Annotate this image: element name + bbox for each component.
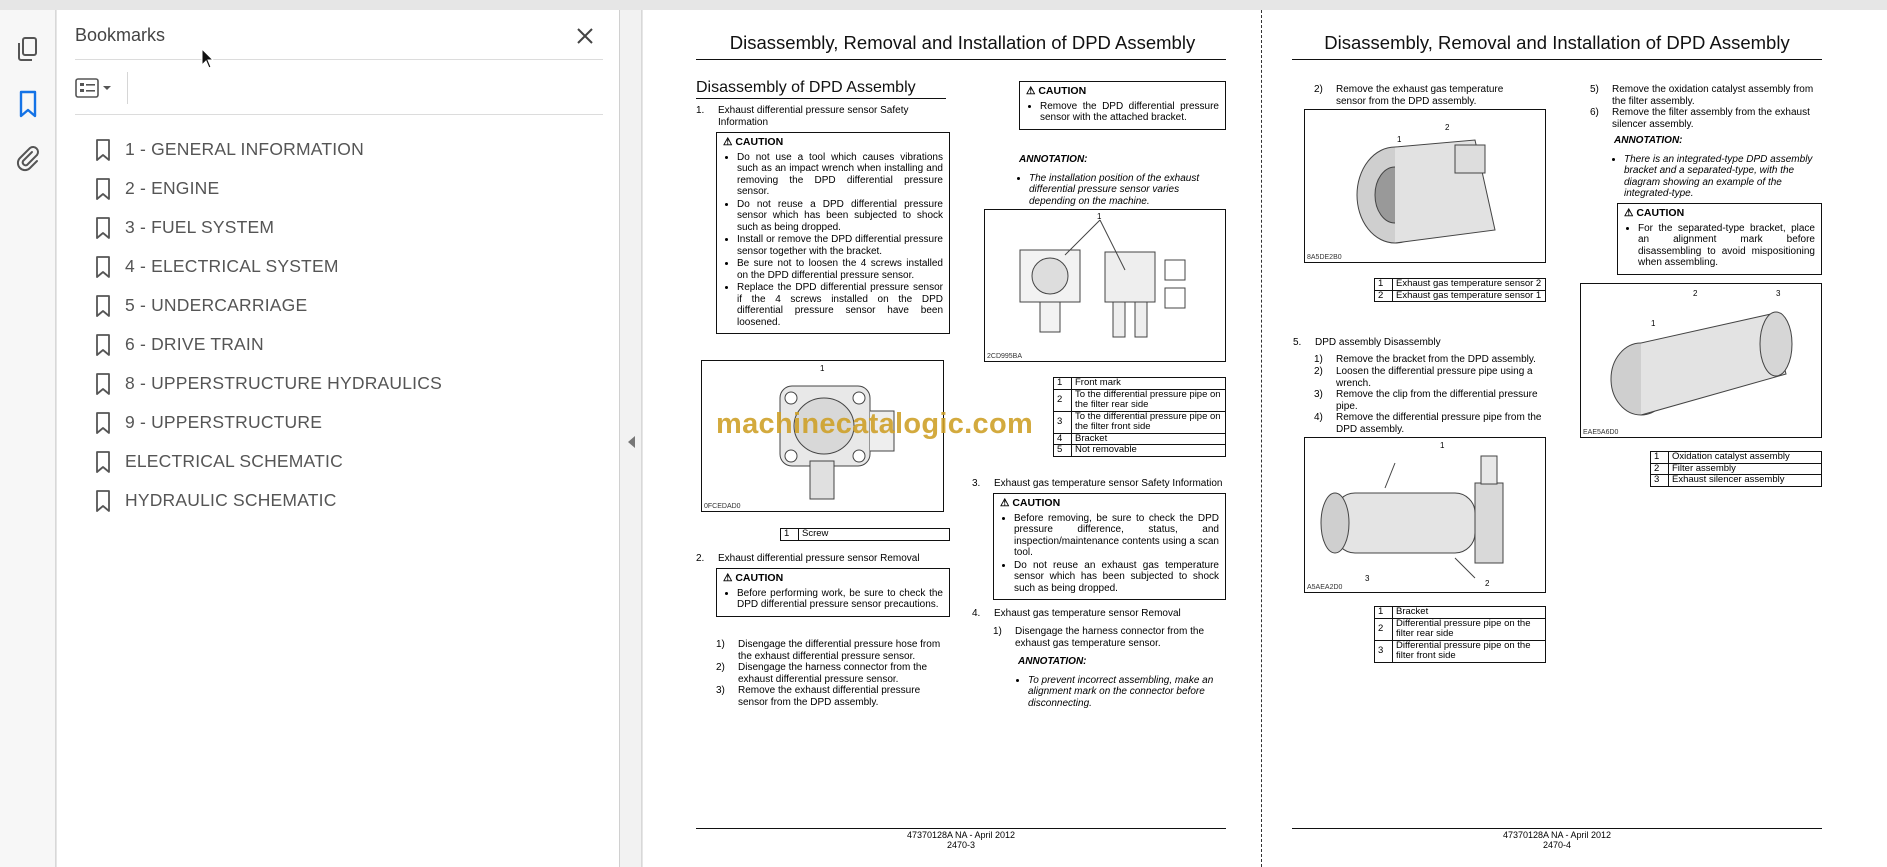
substep-5-1: 1) Remove the bracket from the DPD assembly.: [1314, 354, 1536, 365]
svg-text:3: 3: [1365, 574, 1370, 583]
svg-text:2: 2: [1485, 579, 1490, 588]
caution-item: • For the separated-type bracket, place an alignment mark before disassembling to avoid mispositioning when assembling.: [1638, 223, 1815, 269]
bookmark-icon: [95, 295, 111, 317]
close-icon[interactable]: [573, 24, 597, 48]
list-options-icon: [75, 77, 115, 99]
step-5: 5. DPD assembly Disassembly: [1293, 337, 1441, 348]
filter-illustration: [1581, 284, 1822, 438]
caution-box-2: [716, 568, 950, 617]
substep-5-3: 3) Remove the clip from the differential pressure pipe.: [1314, 389, 1538, 412]
annotation-1: ANNOTATION: • The installation position of the exhaust differential pressure sensor varies depending on the machine.: [1019, 154, 1226, 207]
step-4: 4. Exhaust gas temperature sensor Removal: [972, 608, 1181, 619]
substep-6: 6) Remove the filter assembly from the exhaust silencer assembly.: [1590, 107, 1810, 130]
annotation-3: ANNOTATION: • There is an integrated-type DPD assembly bracket and a separated-type, with the diagram showing an example of the integrated-type.: [1614, 135, 1822, 200]
bookmark-item-engine[interactable]: [95, 169, 442, 208]
bookmark-item-general-information[interactable]: [95, 130, 442, 169]
bookmark-item-electrical-schematic[interactable]: [95, 442, 442, 481]
caution-box-4: [993, 493, 1226, 600]
caution-box-1: [716, 132, 950, 334]
figure-legend: 1 Front mark 2 To the differential pressure pipe on the filter rear side 3 To the differential pressure pipe on the filter front side 4 Bracket 5 Not removable: [1053, 377, 1226, 457]
caution-item: • Do not reuse a DPD differential pressure sensor which has been subjected to shock such as being dropped.: [737, 199, 943, 234]
figure-code: 0FCEDAD0: [704, 503, 741, 510]
substep-5-2: 2) Loosen the differential pressure pipe using a wrench.: [1314, 366, 1533, 389]
bookmark-list: [95, 130, 442, 520]
dpd-illustration: [1305, 110, 1546, 263]
figure-dpd-assembly: [1304, 437, 1546, 593]
bookmark-label: ELECTRICAL SCHEMATIC: [125, 451, 343, 471]
bookmark-label: HYDRAULIC SCHEMATIC: [125, 490, 337, 510]
caution-header: ⚠ CAUTION: [1624, 207, 1685, 219]
divider: [75, 114, 603, 115]
caution-item: • Before removing, be sure to check the DPD pressure difference, status, and inspection/maintenance contents using a scan tool.: [1014, 513, 1219, 559]
page-thumbnails-icon[interactable]: [10, 32, 46, 68]
bookmark-icon: [95, 178, 111, 200]
caution-item: • Do not use a tool which causes vibrations such as an impact wrench when installing and removing the DPD differential pressure sensor.: [737, 152, 943, 198]
bookmark-icon: [95, 334, 111, 356]
section-rule: [696, 98, 946, 99]
substep-2-2: 2) Disengage the harness connector from the exhaust differential pressure sensor.: [716, 662, 927, 685]
svg-text:1: 1: [1397, 135, 1402, 144]
bookmark-item-electrical-system[interactable]: [95, 247, 442, 286]
caution-item: • Before performing work, be sure to check the DPD differential pressure sensor precautions.: [737, 588, 943, 611]
substep-2: 2) Remove the exhaust gas temperature sensor from the DPD assembly.: [1314, 84, 1504, 107]
bookmark-label: 5 - UNDERCARRIAGE: [125, 295, 308, 315]
bookmark-icon: [95, 490, 111, 512]
bookmarks-panel: [57, 10, 620, 867]
footer-right: 47370128A NA - April 2012 2470-4: [1502, 830, 1612, 850]
caution-item: • Be sure not to loosen the 4 screws installed on the DPD differential pressure sensor.: [737, 258, 943, 281]
figure-legend: 1 Bracket 2 Differential pressure pipe on the filter rear side 3 Differential pressure pipe on the filter front side: [1374, 606, 1546, 663]
bookmark-icon: [95, 256, 111, 278]
figure-code: EAE5A6D0: [1583, 429, 1619, 436]
figure-filter-assemblies: [1580, 283, 1822, 438]
bookmark-label: 6 - DRIVE TRAIN: [125, 334, 264, 354]
substep-4-1: 1) Disengage the harness connector from the exhaust gas temperature sensor.: [993, 626, 1204, 649]
collapse-arrow-icon[interactable]: [627, 435, 636, 449]
svg-text:1: 1: [1440, 441, 1445, 450]
svg-text:2: 2: [1693, 289, 1698, 298]
caution-header: ⚠ CAUTION: [1000, 497, 1061, 509]
caution-item: • Install or remove the DPD differential pressure sensor together with the bracket.: [737, 234, 943, 257]
section-heading: Disassembly of DPD Assembly: [696, 79, 916, 96]
bookmark-label: 1 - GENERAL INFORMATION: [125, 139, 364, 159]
bracket-illustration: [985, 210, 1226, 362]
bookmark-icon: [95, 451, 111, 473]
bookmark-icon: [95, 373, 111, 395]
bookmark-label: 2 - ENGINE: [125, 178, 220, 198]
caution-header: ⚠ CAUTION: [723, 572, 784, 584]
figure-legend: 1 Exhaust gas temperature sensor 2 2 Exhaust gas temperature sensor 1: [1374, 278, 1546, 302]
footer-rule: [696, 828, 1226, 829]
bookmark-item-fuel-system[interactable]: [95, 208, 442, 247]
bookmark-icon: [95, 412, 111, 434]
caution-box-5: [1617, 203, 1822, 275]
divider: [127, 72, 128, 104]
bookmark-item-undercarriage[interactable]: [95, 286, 442, 325]
bookmark-options-button[interactable]: [75, 74, 119, 102]
svg-text:1: 1: [820, 364, 825, 373]
step-1: 1. Exhaust differential pressure sensor Safety Information: [696, 105, 909, 128]
step-2: 2. Exhaust differential pressure sensor Removal: [696, 553, 920, 564]
title-rule: [1292, 59, 1822, 60]
panel-title: Bookmarks: [75, 25, 166, 45]
bookmark-item-upperstructure-hydraulics[interactable]: [95, 364, 442, 403]
svg-text:1: 1: [1097, 212, 1102, 221]
footer-rule: [1292, 828, 1822, 829]
caution-item: • Remove the DPD differential pressure sensor with the attached bracket.: [1040, 101, 1219, 124]
attachment-icon[interactable]: [10, 140, 46, 176]
svg-text:2: 2: [1445, 123, 1450, 132]
page-divider: [1261, 10, 1262, 867]
figure-code: 8A5DE2B0: [1307, 254, 1342, 261]
bookmark-label: 4 - ELECTRICAL SYSTEM: [125, 256, 339, 276]
caution-item: • Replace the DPD differential pressure sensor if the 4 screws installed on the DPD differential pressure sensor have been loosened.: [737, 282, 943, 328]
svg-text:3: 3: [1776, 289, 1781, 298]
substep-5: 5) Remove the oxidation catalyst assembly from the filter assembly.: [1590, 84, 1814, 107]
caution-item: • Do not reuse an exhaust gas temperature sensor which has been subjected to shock such as being dropped.: [1014, 560, 1219, 595]
page-title-right: Disassembly, Removal and Installation of DPD Assembly: [1324, 32, 1790, 53]
bookmark-icon: [95, 139, 111, 161]
divider: [75, 59, 603, 60]
caution-header: ⚠ CAUTION: [1026, 85, 1087, 97]
figure-code: A5AEA2D0: [1307, 584, 1343, 591]
bookmark-label: 8 - UPPERSTRUCTURE HYDRAULICS: [125, 373, 442, 393]
substep-5-4: 4) Remove the differential pressure pipe from the DPD assembly.: [1314, 412, 1542, 435]
bookmark-label: 9 - UPPERSTRUCTURE: [125, 412, 323, 432]
mouse-cursor-icon: [201, 48, 215, 70]
svg-text:1: 1: [1651, 319, 1656, 328]
caution-box-3: [1019, 81, 1226, 130]
footer-left: 47370128A NA - April 2012 2470-3: [906, 830, 1016, 850]
panel-splitter[interactable]: [620, 10, 642, 867]
figure-sensor-bracket: [984, 209, 1226, 362]
figure-legend: 1 Oxidation catalyst assembly 2 Filter assembly 3 Exhaust silencer assembly: [1650, 451, 1822, 487]
annotation-2: ANNOTATION: • To prevent incorrect assembling, make an alignment mark on the connector before disconnecting.: [1018, 656, 1226, 709]
title-rule: [696, 59, 1226, 60]
bookmark-item-hydraulic-schematic[interactable]: [95, 481, 442, 520]
tool-rail: [0, 10, 56, 867]
step-3: 3. Exhaust gas temperature sensor Safety Information: [972, 478, 1223, 489]
bookmark-icon: [95, 217, 111, 239]
substep-2-3: 3) Remove the exhaust differential pressure sensor from the DPD assembly.: [716, 685, 921, 708]
bookmark-item-drive-train[interactable]: [95, 325, 442, 364]
assembly-illustration: [1305, 438, 1546, 593]
figure-temperature-sensors: [1304, 109, 1546, 263]
bookmark-icon[interactable]: [10, 86, 46, 122]
figure-legend: 1 Screw: [780, 528, 950, 541]
substep-2-1: 1) Disengage the differential pressure hose from the exhaust differential pressure sensor.: [716, 639, 941, 662]
page-title-left: Disassembly, Removal and Installation of DPD Assembly: [729, 32, 1196, 53]
watermark: machinecatalogic.com: [716, 408, 1034, 440]
bookmark-label: 3 - FUEL SYSTEM: [125, 217, 275, 237]
bookmark-item-upperstructure[interactable]: [95, 403, 442, 442]
figure-code: 2CD995BA: [987, 353, 1023, 360]
caution-header: ⚠ CAUTION: [723, 136, 784, 148]
